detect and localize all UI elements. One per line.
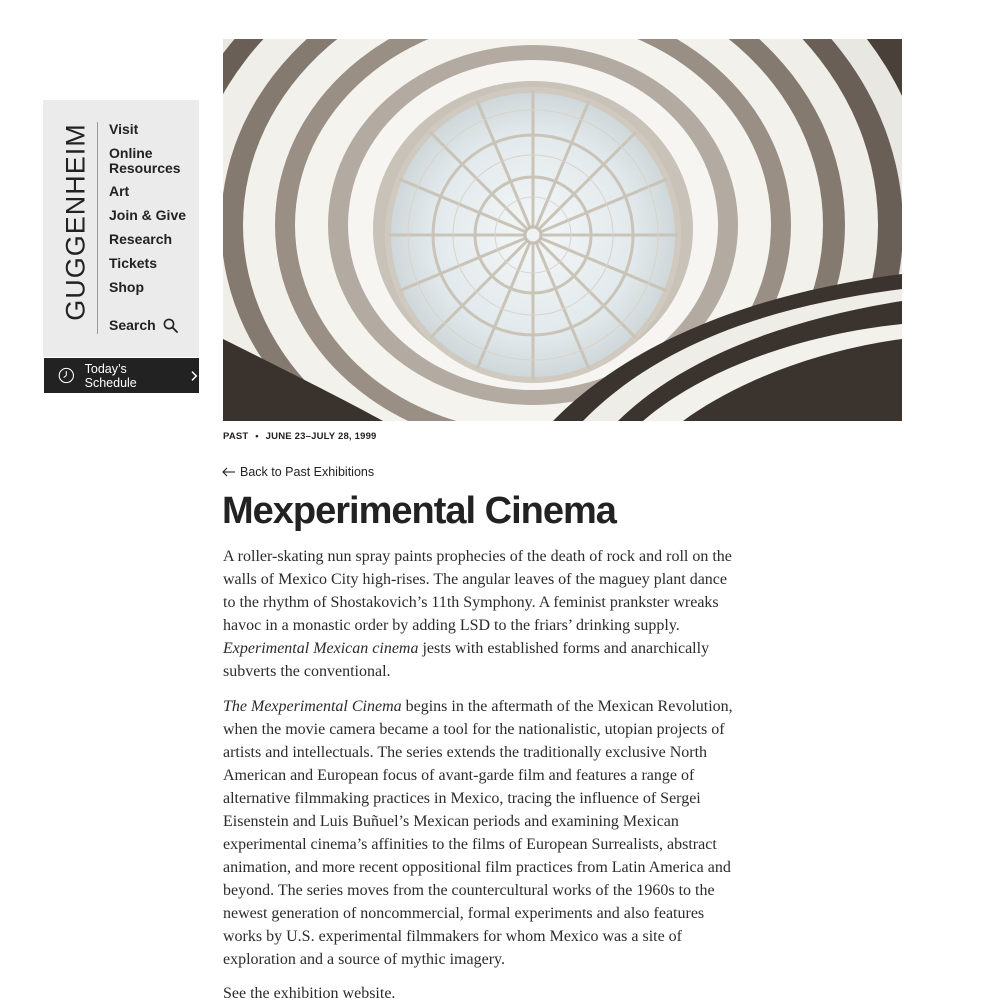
search-icon <box>163 318 178 333</box>
back-to-past-exhibitions-link[interactable] <box>222 465 374 479</box>
logo-text[interactable]: GUGGENHEIM <box>60 123 91 321</box>
nav-menu <box>109 122 197 304</box>
p3-prefix: See the <box>223 985 270 1002</box>
meta-separator: • <box>255 431 259 442</box>
search-button[interactable] <box>109 317 178 333</box>
p3-suffix: . <box>391 985 396 1002</box>
p2-italic: The Mexperimental Cinema <box>223 698 402 715</box>
nav-item-tickets[interactable]: Tickets <box>109 255 157 271</box>
nav-item-join-give[interactable]: Join & Give <box>109 207 187 223</box>
p1-italic: Experimental Mexican cinema <box>223 640 419 657</box>
rotunda-illustration <box>223 39 902 421</box>
search-label: Search <box>109 317 156 333</box>
exhibition-meta <box>223 431 377 442</box>
status-label: PAST <box>223 431 249 442</box>
todays-schedule-button[interactable] <box>44 358 199 393</box>
back-link-label: Back to Past Exhibitions <box>240 465 375 479</box>
p1-tail: jests with established forms and anarchically subverts the conventional. <box>223 640 710 680</box>
p2-text: begins in the aftermath of the Mexican Revolution, when the movie camera became a tool for the nationalistic, utopian projects of artists and intellectuals. The series extends the traditionally exclusive North American and European focus of avant-garde film and features a range of alternative filmmaking practices in Mexico, tracing the influence of Sergei Eisenstein and Luis Buñuel’s Mexican periods and examining Mexican experimental cinema’s affinities to the films of European Surrealists, abstract animation, and more recent oppositional film practices from Latin America and beyond. The series moves from the countercultural works of the 1960s to the newest generation of noncommercial, formal experiments and also features works by U.S. experimental filmmakers for whom Mexico was a site of exploration and a source of mythic imagery. <box>223 698 733 968</box>
nav-item-online-resources[interactable]: Online Resources <box>109 145 181 176</box>
exhibition-dates: JUNE 23–JULY 28, 1999 <box>265 431 377 442</box>
p1-text: A roller-skating nun spray paints prophecies of the death of rock and roll on the walls of Mexico City high-rises. The angular leaves of the maguey plant dance to the rhythm of Shostakovich’s 11th Symphony. A feminist prankster wreaks havoc in a monastic order by adding LSD to the friars’ drinking supply. <box>223 548 732 634</box>
description-paragraph-2 <box>223 695 733 971</box>
clock-icon <box>58 367 75 384</box>
nav-divider <box>97 122 98 334</box>
guggenheim-logo[interactable] <box>43 100 105 357</box>
nav-item-research[interactable]: Research <box>109 231 173 247</box>
hero-image <box>223 39 902 421</box>
todays-schedule-label: Today’s Schedule <box>84 361 137 390</box>
arrow-left-icon <box>222 467 236 477</box>
sidebar-nav <box>43 100 199 357</box>
nav-item-visit[interactable]: Visit <box>109 121 139 137</box>
page-title: Mexperimental Cinema <box>222 490 616 532</box>
nav-item-shop[interactable]: Shop <box>109 279 144 295</box>
description-paragraph-1 <box>223 545 733 683</box>
nav-item-art[interactable]: Art <box>109 183 130 199</box>
chevron-right-icon <box>189 370 199 382</box>
exhibition-website-link[interactable]: exhibition website <box>273 985 392 1002</box>
website-paragraph <box>223 982 733 1005</box>
